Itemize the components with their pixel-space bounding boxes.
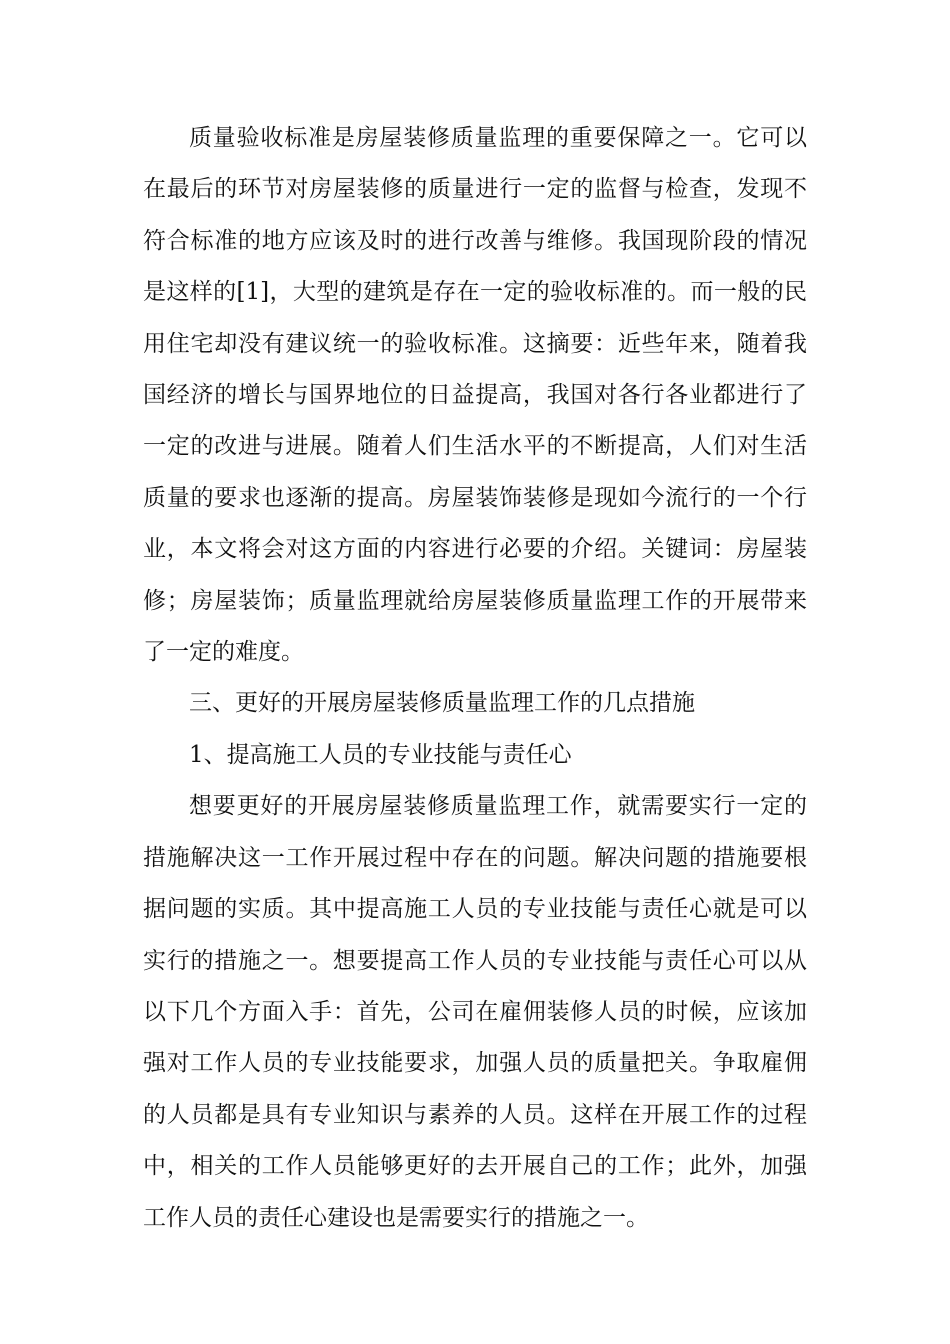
paragraph-acceptance-standards: 质量验收标准是房屋装修质量监理的重要保障之一。它可以在最后的环节对房屋装修的质量进行一定的监督与检查，发现不符合标准的地方应该及时的进行改善与维修。我国现阶段的情况是这样的[1]，大型的建筑是存在一定的验收标准的。而一般的民用住宅却没有建议统一的验收标准。这摘要：近些年来，随着我国经济的增长与国界地位的日益提高，我国对各行各业都进行了一定的改进与进展。随着人们生活水平的不断提高，人们对生活质量的要求也逐渐的提高。房屋装饰装修是现如今流行的一个行业，本文将会对这方面的内容进行必要的介绍。关键词：房屋装修；房屋装饰；质量监理就给房屋装修质量监理工作的开展带来了一定的难度。 [143, 125, 807, 666]
document-body [143, 113, 807, 1244]
section-heading: 三、更好的开展房屋装修质量监理工作的几点措施 [189, 690, 695, 717]
subsection-heading: 1、提高施工人员的专业技能与责任心 [189, 741, 572, 768]
paragraph-improve-skills: 想要更好的开展房屋装修质量监理工作，就需要实行一定的措施解决这一工作开展过程中存在的问题。解决问题的措施要根据问题的实质。其中提高施工人员的专业技能与责任心就是可以实行的措施之一。想要提高工作人员的专业技能与责任心可以从以下几个方面入手：首先，公司在雇佣装修人员的时候，应该加强对工作人员的专业技能要求，加强人员的质量把关。争取雇佣的人员都是具有专业知识与素养的人员。这样在开展工作的过程中，相关的工作人员能够更好的去开展自己的工作；此外，加强工作人员的责任心建设也是需要实行的措施之一。 [143, 793, 807, 1231]
